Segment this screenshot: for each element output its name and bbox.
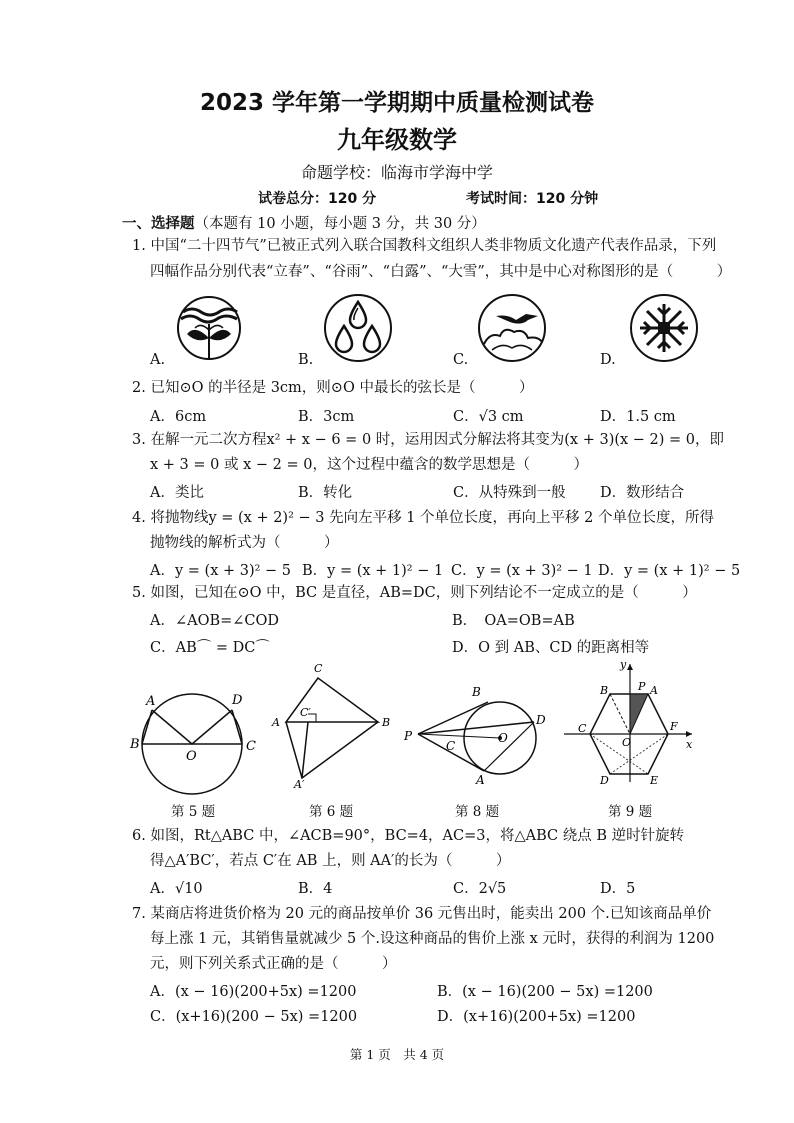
fig8-label-c: C: [446, 739, 456, 753]
q5-option-a: A．∠AOB=∠COD: [150, 613, 280, 629]
caption-figure-5: 第 5 题: [171, 804, 216, 820]
q4-option-d: D．y = (x + 1)² − 5: [598, 563, 741, 579]
q5-option-d: D．O 到 AB、CD 的距离相等: [452, 640, 650, 656]
q1-option-d: D.: [600, 352, 616, 368]
q4-stem-line2: 抛物线的解析式为（ ）: [150, 535, 339, 551]
fig9-label-a: A: [650, 684, 658, 697]
fig8-label-o: O: [498, 731, 508, 745]
q7-stem-line3: 元，则下列关系式正确的是（ ）: [150, 956, 397, 972]
q3-option-c: C．从特殊到一般: [453, 485, 566, 501]
section-note: （本题有 10 小题，每小题 3 分，共 30 分）: [194, 216, 486, 232]
q6-option-d: D．5: [600, 881, 636, 897]
q4-stem-line1: 4. 将抛物线y = (x + 2)² − 3 先向左平移 1 个单位长度，再向上平移 2 个单位长度，所得: [132, 510, 714, 526]
q3-stem-line2: x + 3 = 0 或 x − 2 = 0，这个过程中蕴含的数学思想是（ ）: [150, 457, 588, 473]
q6-option-b: B．4: [298, 881, 333, 897]
q3-option-a: A．类比: [150, 485, 204, 501]
fig5-label-c: C: [246, 739, 256, 754]
q5-stem: 5. 如图，已知在⊙O 中，BC 是直径，AB=DC，则下列结论不一定成立的是（ ）: [132, 585, 697, 601]
q2-stem: 2. 已知⊙O 的半径是 3cm，则⊙O 中最长的弦长是（ ）: [132, 380, 534, 396]
figure-5: [128, 680, 268, 798]
fig6-label-a-prime: A′: [294, 778, 305, 788]
q6-stem-line2: 得△A′BC′，若点 C′在 AB 上，则 AA′的长为（ ）: [150, 853, 511, 869]
fig6-label-a: A: [272, 716, 280, 729]
fig5-label-o: O: [186, 749, 197, 764]
bailu-bird-icon: [476, 292, 548, 364]
figure-9: [560, 658, 700, 790]
fig8-label-b: B: [472, 685, 481, 699]
q2-option-c: C．√3 cm: [453, 409, 524, 425]
fig5-label-b: B: [130, 737, 140, 752]
fig8-label-p: P: [404, 729, 413, 743]
q7-option-c: C．(x+16)(200 − 5x) =1200: [150, 1009, 358, 1025]
figure-8: [400, 680, 550, 792]
guyu-drops-icon: [322, 292, 394, 364]
fig6-label-b: B: [382, 716, 391, 729]
caption-figure-8: 第 8 题: [455, 804, 500, 820]
q7-option-d: D．(x+16)(200+5x) =1200: [437, 1009, 636, 1025]
fig8-label-d: D: [536, 713, 546, 727]
q2-option-d: D．1.5 cm: [600, 409, 676, 425]
fig9-label-c: C: [578, 722, 587, 735]
q5-option-c: C．AB⌒ = DC⌒: [150, 640, 270, 656]
q7-option-b: B．(x − 16)(200 − 5x) =1200: [437, 984, 653, 1000]
fig9-label-b: B: [600, 684, 609, 697]
fig8-label-a: A: [476, 773, 485, 787]
fig5-label-d: D: [232, 693, 243, 708]
q3-stem-line1: 3. 在解一元二次方程x² + x − 6 = 0 时，运用因式分解法将其变为(x + 3)(x − 2) = 0，即: [132, 432, 725, 448]
total-score: 试卷总分：120 分: [258, 191, 377, 207]
section-title: 一、选择题: [122, 216, 195, 232]
q3-option-d: D．数形结合: [600, 485, 685, 501]
q4-option-c: C．y = (x + 3)² − 1: [451, 563, 593, 579]
fig9-label-d: D: [600, 774, 609, 787]
q7-stem-line2: 每上涨 1 元，其销售量就减少 5 个.设这种商品的售价上涨 x 元时，获得的利润为 1200: [150, 931, 715, 947]
q2-option-a: A．6cm: [150, 409, 207, 425]
q1-stem-line2: 四幅作品分别代表“立春”、“谷雨”、“白露”、“大雪”，其中是中心对称图形的是（ ）: [150, 264, 732, 280]
q7-stem-line1: 7. 某商店将进货价格为 20 元的商品按单价 36 元售出时，能卖出 200 个.已知该商品单价: [132, 906, 712, 922]
fig9-label-y: y: [620, 658, 627, 671]
q6-option-c: C．2√5: [453, 881, 507, 897]
q7-option-a: A．(x − 16)(200+5x) =1200: [150, 984, 357, 1000]
fig9-label-f: F: [670, 720, 678, 733]
q5-option-b: B． OA=OB=AB: [452, 613, 575, 629]
q6-option-a: A．√10: [150, 881, 203, 897]
q4-option-b: B．y = (x + 1)² − 1: [302, 563, 444, 579]
caption-figure-6: 第 6 题: [309, 804, 354, 820]
section-heading: [122, 212, 486, 233]
exam-subtitle: 九年级数学: [337, 126, 457, 154]
lichun-emblem-icon: [175, 294, 243, 362]
q1-stem-line1: 1. 中国“二十四节气”已被正式列入联合国教科文组织人类非物质文化遗产代表作品录，下列: [132, 238, 717, 254]
daxue-snowflake-icon: [628, 292, 700, 364]
q1-option-a: A.: [150, 352, 166, 368]
fig9-label-x: x: [686, 738, 693, 751]
exam-school: 命题学校：临海市学海中学: [300, 163, 493, 182]
page-footer: 第 1 页 共 4 页: [349, 1047, 445, 1062]
fig9-label-e: E: [650, 774, 659, 787]
q6-stem-line1: 6. 如图，Rt△ABC 中，∠ACB=90°，BC=4，AC=3，将△ABC 绕点 B 逆时针旋转: [132, 828, 685, 844]
q1-option-c: C.: [453, 352, 469, 368]
fig5-label-a: A: [146, 694, 156, 709]
fig6-label-c: C: [314, 662, 323, 675]
fig9-label-p: P: [638, 680, 646, 693]
exam-time: 考试时间：120 分钟: [466, 191, 599, 207]
caption-figure-9: 第 9 题: [608, 804, 653, 820]
q4-option-a: A．y = (x + 3)² − 5: [150, 563, 292, 579]
q3-option-b: B．转化: [298, 485, 353, 501]
fig9-label-o: O: [622, 736, 632, 749]
figure-6: [268, 660, 396, 788]
q1-option-b: B.: [298, 352, 314, 368]
q2-option-b: B．3cm: [298, 409, 355, 425]
exam-title: 2023 学年第一学期期中质量检测试卷: [199, 90, 595, 116]
fig6-label-c-prime: C′: [300, 706, 311, 719]
